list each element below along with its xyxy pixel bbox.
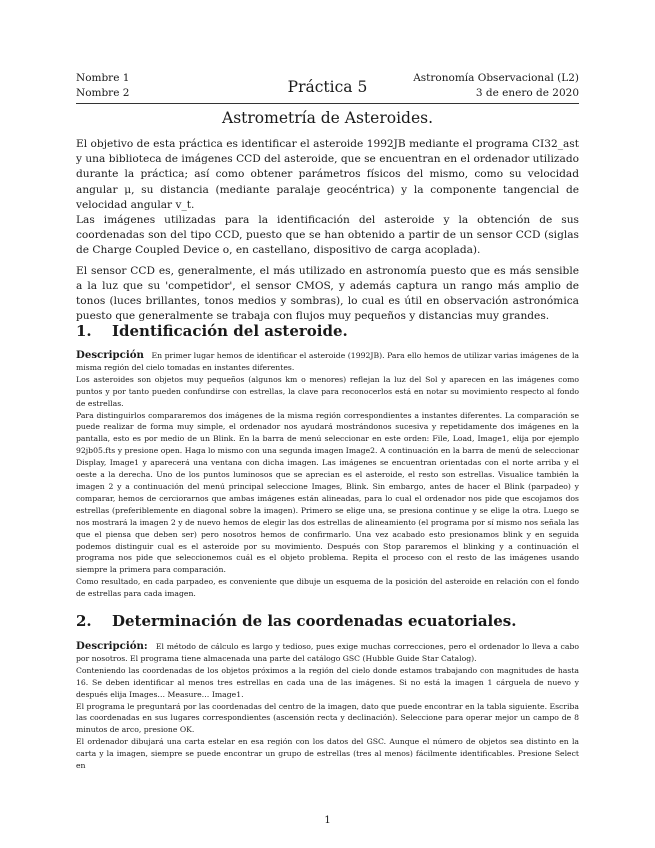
intro-paragraph-3-text: El sensor CCD es, generalmente, el más utilizado en astronomía puesto que es más sensible a la luz que su 'competidor', el sensor CMOS, y además captura un rango más amplio de tonos (luces brillantes, tonos medios y sombras), lo cual es útil en observación astronómica puesto que generalmente se trabaja con flujos muy pequeños y distancias muy grandes. bbox=[76, 264, 579, 323]
document-title: Astrometría de Asteroides. bbox=[222, 109, 433, 127]
header-course: Astronomía Observacional (L2) bbox=[413, 72, 579, 84]
page-header bbox=[76, 71, 579, 103]
section-2-heading bbox=[76, 611, 579, 631]
section-1-text: En primer lugar hemos de identificar el asteroide (1992JB). Para ello hemos de utilizar varias imágenes de la misma región del cielo tomadas en instantes diferentes. bbox=[76, 351, 579, 372]
section-2-body bbox=[76, 641, 579, 772]
section-1-title: Identificación del asteroide. bbox=[112, 322, 348, 340]
section-1-label: Descripción bbox=[76, 349, 144, 361]
page-number: 1 bbox=[324, 815, 331, 826]
section-2-label: Descripción: bbox=[76, 640, 148, 652]
section-1-paragraph: Para distinguirlos compararemos dos imágenes de la misma región correspondientes a instantes diferentes. La comparación se puede realizar de forma muy simple, el ordenador nos ayudará mostrándonos sucesiva y repetidamente dos imágenes en la pantalla, esto es por medio de un Blink. En la barra de menú seleccionar en este orden: File, Load, Image1, elija por ejemplo 92jb05.fts y presione open. Haga lo mismo con una segunda imagen Image2. A continuación en la barra de menú de seleccionar Display, Image1 y aparecerá una ventana con dicha imagen. Las imágenes se encuentran orientadas con el norte arriba y el oeste a la derecha. Uno de los puntos luminosos que se aprecian es el asteroide, el resto son estrellas. Visualice también la imagen 2 y a continuación del menú principal seleccione Images, Blink. Sin embargo, antes de hacer el Blink (parpadeo) y comparar, hemos de cerciorarnos que ambas imágenes están alineadas, para lo cual el ordenador nos pide que escojamos dos estrellas (preferiblemente en diagonal sobre la imagen). Primero se elige una, se presiona continue y se elige la otra. Luego se nos mostrará la imagen 2 y de nuevo hemos de elegir las dos estrellas de alineamiento (el programa por sí mismo nos señala las que el piensa que deben ser) pero nosotros hemos de confirmarlo. Una vez acabado esto presionamos blink y en seguida podemos distinguir cual es el asteroide por su movimiento. Después con Stop pararemos el blinking y a continuación el programa nos pide que seleccionemos cuál es el objeto problema. Repita el proceso con el resto de las imágenes usando siempre la primera para comparación. bbox=[76, 410, 579, 575]
header-course-date bbox=[413, 71, 579, 101]
section-2-paragraph bbox=[76, 641, 579, 665]
section-2-paragraph: El programa le preguntará por las coordenadas del centro de la imagen, dato que puede encontrar en la tabla siguiente. Escriba las coordenadas en sus lugares correspondientes (ascensión recta y declinación). Seleccione para operar mejor un campo de 8 minutos de arco, presione OK. bbox=[76, 701, 579, 735]
section-2-title: Determinación de las coordenadas ecuatoriales. bbox=[112, 612, 517, 630]
intro-paragraph-2-text: Las imágenes utilizadas para la identificación del asteroide y la obtención de sus coordenadas son del tipo CCD, puesto que se han obtenido a partir de un sensor CCD (siglas de Charge Coupled Device o, en castellano, dispositivo de carga acoplada). bbox=[76, 213, 579, 256]
section-1-number: 1. bbox=[76, 322, 92, 340]
header-name-2: Nombre 2 bbox=[76, 87, 130, 99]
section-1-heading bbox=[76, 321, 579, 341]
section-2-paragraph: El ordenador dibujará una carta estelar en esa región con los datos del GSC. Aunque el número de objetos sea distinto en la carta y la imagen, siempre se puede encontrar un grupo de estrellas (tres al menos) fácilmente identificables. Presione Select en bbox=[76, 737, 579, 771]
header-rule bbox=[76, 103, 579, 104]
section-1-paragraph bbox=[76, 350, 579, 374]
section-1-paragraph: Como resultado, en cada parpadeo, es conveniente que dibuje un esquema de la posición del asteroide en relación con el fondo de estrellas para cada imagen. bbox=[76, 577, 579, 599]
section-2-text: El método de cálculo es largo y tedioso, pues exige muchas correcciones, pero el ordenador lo lleva a cabo por nosotros. El programa tiene almacenada una parte del catálogo GSC (Hubble Guide Star Catalog). bbox=[76, 642, 579, 663]
header-name-1: Nombre 1 bbox=[76, 72, 130, 84]
section-2-paragraph: Conteniendo las coordenadas de los objetos próximos a la región del cielo donde estamos trabajando con magnitudes de hasta 16. Se deben identificar al menos tres estrellas en cada una de las imágenes. Si no está la imagen 1 cárguela de nuevo y después elija Images… Measure… Image1. bbox=[76, 665, 579, 699]
header-center-title: Práctica 5 bbox=[287, 78, 368, 96]
intro-paragraph-1-text: El objetivo de esta práctica es identificar el asteroide 1992JB mediante el programa CI32_ast y una biblioteca de imágenes CCD del asteroide, que se encuentran en el ordenador utilizado durante la práctica; así como obtener parámetros físicos del mismo, como su velocidad angular μ, su distancia (mediante paralaje geocéntrica) y la componente tangencial de velocidad angular v_t. bbox=[76, 138, 579, 211]
header-date: 3 de enero de 2020 bbox=[475, 87, 579, 99]
section-2-number: 2. bbox=[76, 612, 92, 630]
section-1-body bbox=[76, 350, 579, 600]
section-1-paragraph: Los asteroides son objetos muy pequeños (algunos km o menores) reflejan la luz del Sol y aparecen en las imágenes como puntos y por tanto pueden confundirse con estrellas, la clave para reconocerlos está en notar su movimiento respecto al fondo de estrellas. bbox=[76, 374, 579, 408]
